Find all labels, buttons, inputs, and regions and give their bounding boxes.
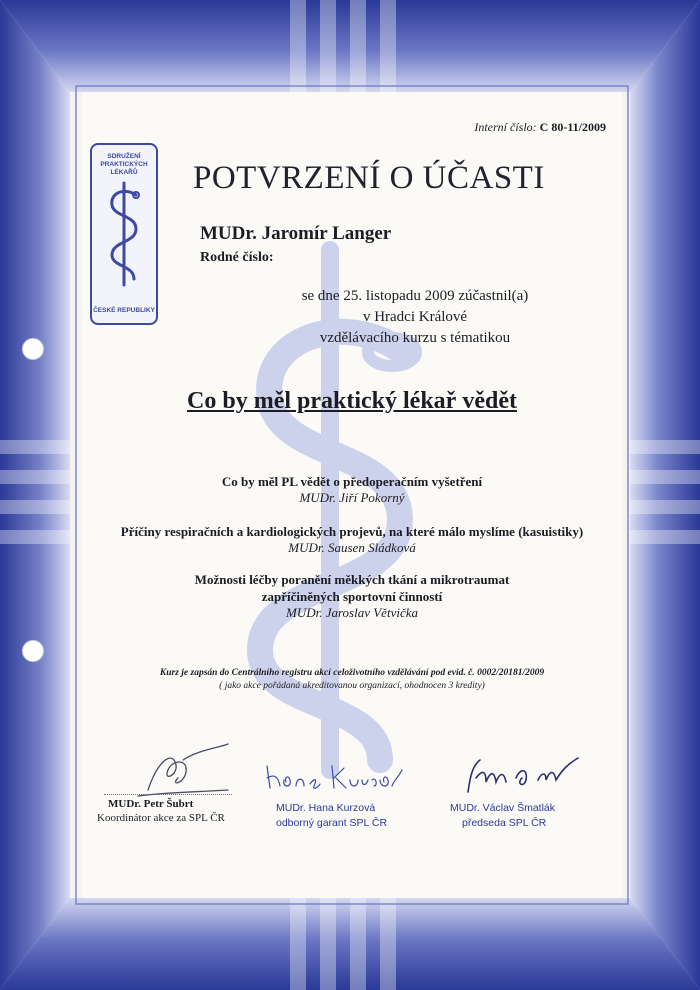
- registry-subnote: ( jako akce pořádaná akreditovanou organizací, ohodnocen 3 kredity): [219, 681, 485, 691]
- topic-2-lecturer: MUDr. Sausen Sládková: [288, 540, 416, 555]
- registry-note: Kurz je zapsán do Centrálního registru akcí celoživotního vzdělávání pod evid. č. 0002/20181/2009: [159, 668, 545, 678]
- signatory-3-name: MUDr. Václav Šmatlák: [450, 802, 556, 814]
- birth-number-label: Rodné číslo:: [200, 250, 274, 265]
- signatory-1-role: Koordinátor akce za SPL ČR: [97, 812, 225, 824]
- topic-3-title-line-1: Možnosti léčby poranění měkkých tkání a mikrotraumat: [194, 572, 510, 587]
- topic-1-title: Co by měl PL vědět o předoperačním vyšetření: [221, 474, 483, 489]
- signature-line-1: [104, 794, 232, 795]
- signature-subrt: [128, 740, 238, 800]
- signature-kurzova: [262, 756, 412, 796]
- logo-snake-staff-icon: [104, 179, 144, 289]
- punch-hole-bottom: [22, 640, 44, 662]
- signatory-1-name: MUDr. Petr Šubrt: [108, 798, 194, 810]
- spl-logo: [90, 143, 158, 325]
- topic-1-lecturer: MUDr. Jiří Pokorný: [299, 490, 405, 505]
- participant-name: MUDr. Jaromír Langer: [200, 223, 392, 244]
- topic-3-title-line-2: zapříčiněných sportovní činností: [261, 589, 443, 604]
- internal-number: [474, 120, 606, 135]
- attendance-course-line: vzdělávacího kurzu s tématikou: [319, 330, 511, 346]
- logo-bottom-text: ČESKÉ REPUBLIKY: [93, 307, 155, 314]
- course-title: Co by měl praktický lékař vědět: [187, 388, 517, 414]
- punch-hole-top: [22, 338, 44, 360]
- signatory-2-role: odborný garant SPL ČR: [276, 817, 388, 829]
- signature-smatlak: [458, 748, 588, 798]
- internal-number-label: Interní číslo:: [474, 120, 537, 134]
- signatory-2-name: MUDr. Hana Kurzová: [276, 802, 376, 814]
- logo-top-text: [92, 153, 156, 177]
- attendance-place-line: v Hradci Králové: [362, 309, 468, 325]
- internal-number-value: C 80-11/2009: [539, 120, 606, 134]
- attendance-date-line: se dne 25. listopadu 2009 zúčastnil(a): [301, 288, 529, 304]
- signatory-3-role: předseda SPL ČR: [462, 817, 547, 829]
- logo-line-2: PRAKTICKÝCH LÉKAŘŮ: [100, 161, 148, 176]
- topic-3-lecturer: MUDr. Jaroslav Větvička: [285, 605, 418, 620]
- logo-line-1: SDRUŽENÍ: [107, 153, 141, 160]
- topic-2-title: Příčiny respiračních a kardiologických projevů, na které málo myslíme (kasuistiky): [120, 524, 584, 539]
- certificate-title: POTVRZENÍ O ÚČASTI: [193, 160, 545, 196]
